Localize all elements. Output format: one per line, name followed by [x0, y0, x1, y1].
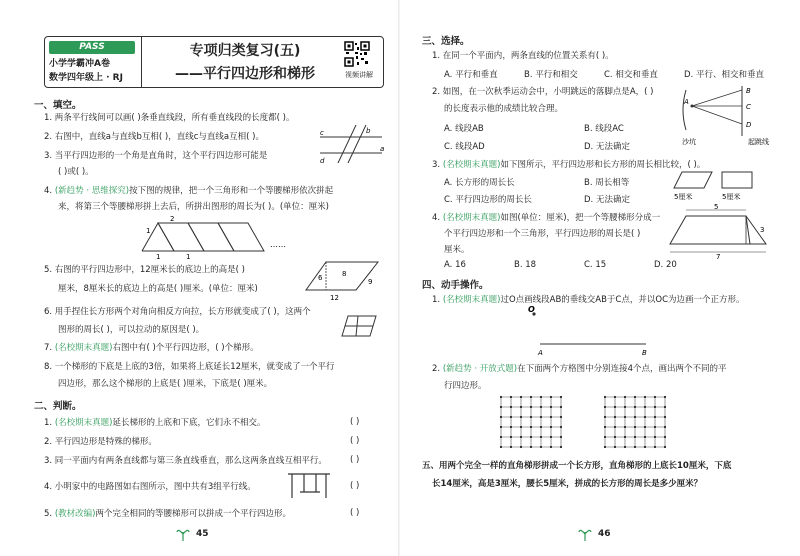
- grid-dot[interactable]: [510, 446, 512, 448]
- grid-dot[interactable]: [614, 436, 616, 438]
- judge-q5: 5. (教材改编)两个完全相同的等腰梯形可以拼成一个平行四边形。: [44, 509, 291, 519]
- grid-dot[interactable]: [510, 436, 512, 438]
- o1-text: 过O点画线段AB的垂线交AB于C点，并以OC为边画一个正方形。: [500, 295, 745, 305]
- c3-option-d[interactable]: D. 无法确定: [584, 195, 630, 205]
- grid-dot[interactable]: [510, 396, 512, 398]
- j5-tag: (教材改编): [54, 509, 96, 519]
- label-9: 9: [368, 278, 373, 286]
- grid-dot[interactable]: [664, 416, 666, 418]
- section-fill-heading: 一、填空。: [34, 100, 82, 111]
- j1-tag: (名校期末真题): [54, 418, 113, 428]
- grid-dot[interactable]: [510, 426, 512, 428]
- grid-dot[interactable]: [500, 416, 502, 418]
- q4-trapezoid-pattern: [138, 215, 308, 260]
- page-number-right: 46: [598, 529, 611, 539]
- fill-q8-line2: 四边形，那么这个梯形的上底是( )厘米，下底是( )厘米。: [58, 379, 273, 389]
- grid-dot[interactable]: [624, 446, 626, 448]
- fill-q3-line1: 3. 当平行四边形的一个角是直角时，这个平行四边形可能是: [44, 151, 268, 161]
- operation-q2-line1: 2. (新趋势 · 开放式题)在下面两个方格图中分别连接4个点，画出两个不同的平: [432, 364, 727, 374]
- choice-q3: 3. (名校期末真题)如下图所示，平行四边形和长方形的周长相比较，( )。: [432, 160, 706, 170]
- grid-dot[interactable]: [530, 426, 532, 428]
- grid-dot[interactable]: [540, 416, 542, 418]
- grid-dot[interactable]: [644, 406, 646, 408]
- q4-tag: (新趋势 · 思维探究): [54, 186, 130, 196]
- series-name: 小学学霸冲A卷: [49, 59, 110, 69]
- grid-dot[interactable]: [510, 406, 512, 408]
- grid-dot[interactable]: [664, 446, 666, 448]
- label-8: 8: [342, 270, 347, 278]
- label-1c: 1: [186, 253, 191, 260]
- fill-q7: 7. (名校期末真题)右图中有( )个平行四边形，( )个梯形。: [44, 343, 259, 353]
- c3-option-b[interactable]: B. 周长相等: [584, 178, 630, 188]
- circuit-figure: [286, 470, 332, 500]
- grid-dot[interactable]: [540, 446, 542, 448]
- section-judge-heading: 二、判断。: [34, 401, 82, 412]
- label-A: A: [684, 98, 689, 106]
- section-operation-heading: 四、动手操作。: [422, 280, 489, 291]
- grid-dot[interactable]: [654, 396, 656, 398]
- c4-option-c[interactable]: C. 15: [584, 260, 607, 270]
- label-B: B: [746, 87, 751, 95]
- fill-q1: 1. 两条平行线间可以画( )条垂直线段，所有垂直线段的长度都( )。: [44, 113, 295, 123]
- fill-q4-line1: 4. (新趋势 · 思维探究)按下图的规律，把一个三角形和一个等腰梯形依次拼起: [44, 186, 334, 196]
- judge-q2: 2. 平行四边形是特殊的梯形。: [44, 437, 157, 447]
- grid-dot[interactable]: [664, 396, 666, 398]
- c1-option-c[interactable]: C. 相交和垂直: [604, 70, 658, 80]
- label-D: D: [746, 121, 752, 129]
- judge-answer-1[interactable]: ( ): [350, 417, 360, 427]
- o2-text: 在下面两个方格图中分别连接4个点，画出两个不同的平: [517, 364, 727, 374]
- long-jump-figure: [680, 82, 798, 146]
- header-box: [44, 36, 384, 88]
- grid-dot[interactable]: [624, 426, 626, 428]
- grid-dot[interactable]: [634, 436, 636, 438]
- grid-dot[interactable]: [634, 446, 636, 448]
- q7-tag: (名校期末真题): [54, 343, 113, 353]
- grid-dot[interactable]: [550, 446, 552, 448]
- c1-option-b[interactable]: B. 平行和相交: [524, 70, 578, 80]
- c4-option-d[interactable]: D. 20: [654, 260, 677, 270]
- qr-code-icon[interactable]: [344, 41, 370, 67]
- label-5cm-a: 5厘米: [674, 193, 693, 201]
- grid-dot[interactable]: [540, 426, 542, 428]
- judge-answer-3[interactable]: ( ): [350, 455, 360, 465]
- brand-logo: PASS: [49, 41, 135, 54]
- grid-dot[interactable]: [604, 446, 606, 448]
- grid-dot[interactable]: [530, 406, 532, 408]
- c3-text: 如下图所示，平行四边形和长方形的周长相比较，( )。: [500, 160, 706, 170]
- fill-q2: 2. 右图中，直线a与直线b互相( )，直线c与直线a互相( )。: [44, 132, 264, 142]
- j1-text: 延长梯形的上底和下底，它们永不相交。: [112, 418, 266, 428]
- grid-dot[interactable]: [654, 436, 656, 438]
- grid-dot[interactable]: [634, 396, 636, 398]
- judge-answer-5[interactable]: ( ): [350, 508, 360, 518]
- grid-dot[interactable]: [624, 436, 626, 438]
- grid-dot[interactable]: [500, 436, 502, 438]
- grid-dot[interactable]: [520, 446, 522, 448]
- grid-dot[interactable]: [614, 446, 616, 448]
- c4-text: 如图(单位：厘米)，把一个等腰梯形分成一: [500, 213, 661, 223]
- fill-q5-line2: 厘米，8厘米长的底边上的高是( )厘米。(单位：厘米): [58, 284, 258, 294]
- fill-q8-line1: 8. 一个梯形的下底是上底的3倍，如果将上底延长12厘米，就变成了一个平行: [44, 362, 335, 372]
- grid-dot[interactable]: [634, 406, 636, 408]
- grid-dot[interactable]: [644, 426, 646, 428]
- grid-dot[interactable]: [624, 406, 626, 408]
- grid-dot[interactable]: [654, 406, 656, 408]
- c2-option-d[interactable]: D. 无法确定: [584, 142, 630, 152]
- grid-dot[interactable]: [614, 396, 616, 398]
- grid-dot[interactable]: [560, 416, 562, 418]
- grid-dot[interactable]: [520, 426, 522, 428]
- o2-tag: (新趋势 · 开放式题): [442, 364, 518, 374]
- grid-dot[interactable]: [654, 416, 656, 418]
- grid-dot[interactable]: [500, 406, 502, 408]
- choice-q2-line2: 的长度表示他的成绩比较合理。: [444, 104, 564, 114]
- grid-dot[interactable]: [664, 406, 666, 408]
- choice-q4-line1: 4. (名校期末真题)如图(单位：厘米)，把一个等腰梯形分成一: [432, 213, 661, 223]
- c4-trapezoid-figure: [666, 204, 776, 260]
- choice-q4-line2: 个平行四边形和一个三角形，平行四边形的周长是( ): [444, 229, 641, 239]
- fill-q6-line2: 图形的周长( )，可以拉动的原因是( )。: [58, 325, 205, 335]
- judge-q3: 3. 同一平面内有两条直线都与第三条直线垂直，那么这两条直线互相平行。: [44, 456, 327, 466]
- c3-option-c[interactable]: C. 平行四边形的周长长: [444, 195, 532, 205]
- dot-grid-left[interactable]: [498, 394, 570, 450]
- grid-dot[interactable]: [560, 436, 562, 438]
- label-sandpit: 沙坑: [682, 138, 696, 146]
- grid-dot[interactable]: [550, 416, 552, 418]
- leaf-icon-right: [578, 526, 592, 542]
- leaf-icon: [176, 526, 190, 542]
- grid-dot[interactable]: [604, 406, 606, 408]
- section-5-line1: 五、用两个完全一样的直角梯形拼成一个长方形，直角梯形的上底长10厘米，下底: [422, 461, 732, 471]
- c2-option-c[interactable]: C. 线段AD: [444, 142, 485, 152]
- grid-dot[interactable]: [540, 396, 542, 398]
- grid-dot[interactable]: [530, 416, 532, 418]
- grid-dot[interactable]: [654, 446, 656, 448]
- o1-segment-figure: [520, 306, 680, 358]
- grid-dot[interactable]: [530, 396, 532, 398]
- choice-q4-line3: 厘米。: [444, 245, 470, 255]
- label-b: b: [366, 127, 371, 135]
- grid-dot[interactable]: [550, 396, 552, 398]
- grid-dot[interactable]: [644, 436, 646, 438]
- grid-dot[interactable]: [500, 426, 502, 428]
- right-page: [400, 0, 800, 556]
- label-1a: 1: [146, 227, 151, 235]
- grid-dot[interactable]: [500, 446, 502, 448]
- fill-q4-line2: 来，将第三个等腰梯形拼上去后，所拼出图形的周长为( )。(单位：厘米): [58, 202, 329, 212]
- grid-dot[interactable]: [624, 396, 626, 398]
- grid-dot[interactable]: [624, 416, 626, 418]
- fill-q5-line1: 5. 右图的平行四边形中，12厘米长的底边上的高是( ): [44, 265, 245, 275]
- q7-text: 右图中有( )个平行四边形，( )个梯形。: [112, 343, 259, 353]
- section-5-line2: 长14厘米，高是3厘米，腰长5厘米，拼成的长方形的周长是多少厘米？: [432, 479, 703, 489]
- c2-option-b[interactable]: B. 线段AC: [584, 124, 624, 134]
- page-title: 专项归类复习(五): [189, 43, 301, 59]
- label-2: 2: [170, 215, 175, 223]
- section-choice-heading: 三、选择。: [422, 36, 470, 47]
- c2-option-a[interactable]: A. 线段AB: [444, 124, 484, 134]
- judge-answer-4[interactable]: ( ): [350, 481, 360, 491]
- c4-tag: (名校期末真题): [442, 213, 501, 223]
- grid-dot[interactable]: [664, 426, 666, 428]
- grid-dot[interactable]: [604, 416, 606, 418]
- page-subtitle: ——平行四边形和梯形: [175, 66, 315, 82]
- label-a: a: [380, 145, 385, 153]
- grade-label: 数学四年级上 · RJ: [49, 73, 123, 83]
- operation-q2-line2: 行四边形。: [444, 381, 487, 391]
- grid-dot[interactable]: [614, 416, 616, 418]
- label-takeoff-line: 起跳线: [748, 138, 769, 146]
- fill-q6-line1: 6. 用手捏住长方形两个对角向相反方向拉，长方形就变成了( )，这两个: [44, 307, 311, 317]
- label-1b: 1: [156, 253, 161, 260]
- grid-dot[interactable]: [520, 406, 522, 408]
- grid-dot[interactable]: [560, 396, 562, 398]
- grid-dot[interactable]: [550, 426, 552, 428]
- c1-option-a[interactable]: A. 平行和垂直: [444, 70, 498, 80]
- dot-grid-right[interactable]: [602, 394, 674, 450]
- grid-dot[interactable]: [644, 416, 646, 418]
- grid-dot[interactable]: [664, 436, 666, 438]
- grid-dot[interactable]: [560, 446, 562, 448]
- fill-q3-line2: ( )或( )。: [58, 167, 94, 177]
- grid-dot[interactable]: [540, 436, 542, 438]
- choice-q2-line1: 2. 如图，在一次秋季运动会中，小明跳远的落脚点是A，( ): [432, 87, 654, 97]
- c1-option-d[interactable]: D. 平行、相交和垂直: [684, 70, 764, 80]
- grid-dot[interactable]: [520, 436, 522, 438]
- label-O: O: [528, 306, 535, 314]
- grid-dot[interactable]: [634, 426, 636, 428]
- grid-dot[interactable]: [530, 436, 532, 438]
- grid-dot[interactable]: [520, 416, 522, 418]
- grid-dot[interactable]: [500, 396, 502, 398]
- page-number-left: 45: [196, 529, 209, 539]
- c3-shapes-figure: [670, 168, 770, 202]
- grid-dot[interactable]: [520, 396, 522, 398]
- label-c: c: [320, 129, 324, 137]
- c4-option-a[interactable]: A. 16: [444, 260, 466, 270]
- label-seg-A: A: [538, 349, 543, 357]
- grid-dot[interactable]: [604, 436, 606, 438]
- label-12: 12: [330, 294, 339, 302]
- label-seg-B: B: [642, 349, 647, 357]
- grid-dot[interactable]: [604, 396, 606, 398]
- q4-ellipsis: ……: [270, 240, 286, 249]
- grid-dot[interactable]: [560, 426, 562, 428]
- grid-dot[interactable]: [604, 426, 606, 428]
- judge-answer-2[interactable]: ( ): [350, 436, 360, 446]
- grid-dot[interactable]: [540, 406, 542, 408]
- grid-dot[interactable]: [634, 416, 636, 418]
- grid-dot[interactable]: [614, 406, 616, 408]
- label-6: 6: [318, 274, 323, 282]
- label-d: d: [320, 157, 325, 165]
- c3-tag: (名校期末真题): [442, 160, 501, 170]
- choice-q1: 1. 在同一个平面内，两条直线的位置关系有( )。: [432, 51, 614, 61]
- grid-dot[interactable]: [614, 426, 616, 428]
- label-5cm-b: 5厘米: [722, 193, 741, 201]
- q4-text: 按下图的规律，把一个三角形和一个等腰梯形依次拼起: [129, 186, 334, 196]
- grid-dot[interactable]: [550, 436, 552, 438]
- q5-parallelogram-figure: [304, 258, 382, 302]
- o1-tag: (名校期末真题): [442, 295, 501, 305]
- c3-option-a[interactable]: A. 长方形的周长长: [444, 178, 515, 188]
- qr-label: 视频讲解: [345, 71, 373, 79]
- label-C: C: [746, 103, 751, 111]
- grid-dot[interactable]: [654, 426, 656, 428]
- q2-lines-figure: [318, 123, 386, 165]
- header-divider: [141, 37, 142, 87]
- label-3: 3: [760, 226, 765, 234]
- operation-q1: 1. (名校期末真题)过O点画线段AB的垂线交AB于C点，并以OC为边画一个正方形。: [432, 295, 745, 305]
- grid-dot[interactable]: [530, 446, 532, 448]
- j5-text: 两个完全相同的等腰梯形可以拼成一个平行四边形。: [95, 509, 291, 519]
- judge-q1: 1. (名校期末真题)延长梯形的上底和下底，它们永不相交。: [44, 418, 266, 428]
- label-7: 7: [716, 253, 721, 260]
- judge-q4: 4. 小明家中的电路图如右图所示，图中共有3组平行线。: [44, 482, 256, 492]
- c4-option-b[interactable]: B. 18: [514, 260, 537, 270]
- grid-dot[interactable]: [560, 406, 562, 408]
- label-5: 5: [714, 204, 719, 211]
- grid-dot[interactable]: [550, 406, 552, 408]
- grid-dot[interactable]: [644, 396, 646, 398]
- grid-dot[interactable]: [510, 416, 512, 418]
- q7-figure: [336, 312, 380, 340]
- grid-dot[interactable]: [644, 446, 646, 448]
